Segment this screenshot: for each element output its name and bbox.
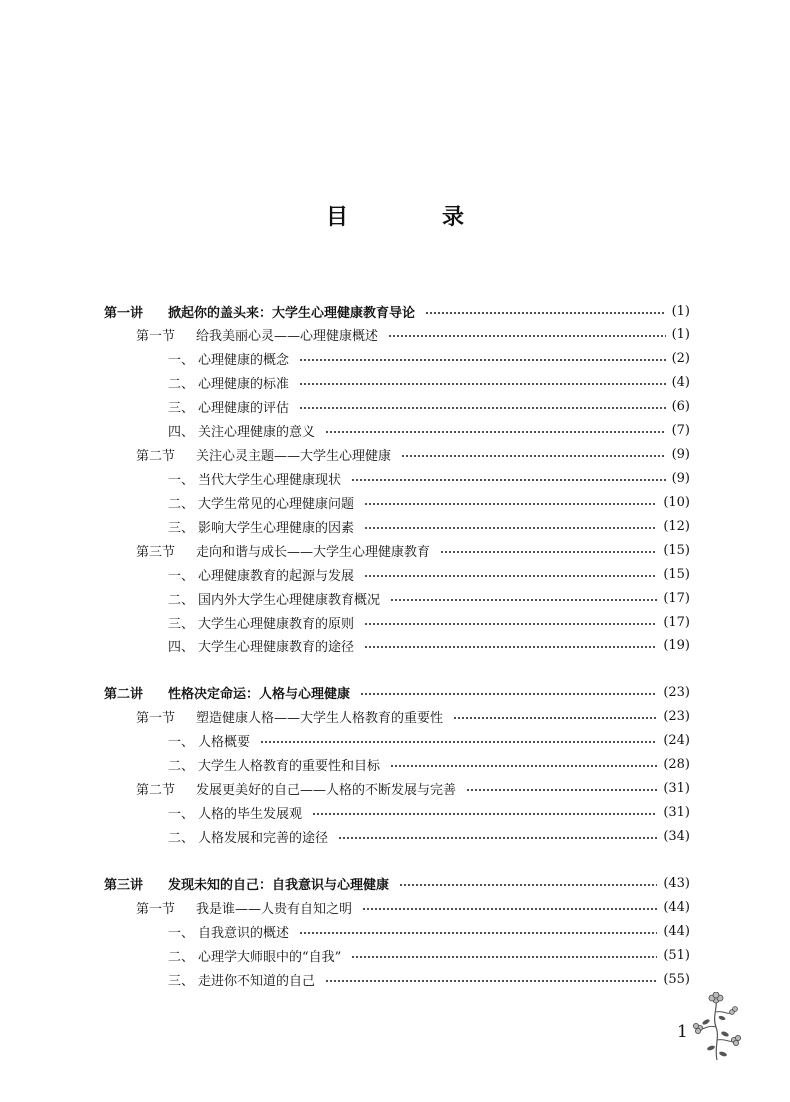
page-number: 1 — [677, 1022, 688, 1042]
item-page-ref: (17) — [663, 614, 690, 630]
leader-dots — [260, 741, 657, 743]
item-page-ref: (15) — [663, 566, 690, 582]
item-page-ref: (24) — [663, 732, 690, 748]
section-page-ref: (23) — [663, 708, 690, 724]
item-page-ref: (7) — [671, 422, 690, 438]
flower-vine-icon — [692, 992, 742, 1062]
leader-dots — [312, 813, 657, 815]
leader-dots — [325, 980, 657, 982]
toc-item-entry — [168, 825, 690, 847]
toc-item-entry — [168, 611, 690, 633]
leader-dots — [440, 551, 657, 553]
leader-dots — [399, 884, 657, 886]
section-page-ref: (9) — [671, 446, 690, 462]
item-number: 一、 — [168, 925, 195, 941]
leader-dots — [388, 335, 666, 337]
toc-item-entry — [168, 563, 690, 585]
item-number: 一、 — [168, 352, 195, 368]
toc-item-entry — [168, 347, 690, 369]
toc-item-entry — [168, 920, 690, 942]
section-title: 我是谁——人贵有自知之明 — [196, 901, 353, 917]
toc-section-entry — [136, 777, 690, 799]
section-number: 第一节 — [136, 710, 176, 726]
toc-item-entry — [168, 944, 690, 966]
leader-dots — [364, 646, 657, 648]
item-title: 人格发展和完善的途径 — [198, 830, 329, 846]
section-title: 给我美丽心灵——心理健康概述 — [196, 328, 379, 344]
toc-item-entry — [168, 587, 690, 609]
item-page-ref: (4) — [671, 374, 690, 390]
item-title: 大学生心理健康教育的途径 — [198, 639, 355, 655]
leader-dots — [364, 527, 657, 529]
item-title: 当代大学生心理健康现状 — [198, 472, 342, 488]
lecture-title: 发现未知的自己：自我意识与心理健康 — [168, 877, 390, 893]
item-number: 二、 — [168, 592, 195, 608]
item-page-ref: (31) — [663, 804, 690, 820]
item-title: 心理学大师眼中的“自我” — [198, 949, 342, 965]
leader-dots — [390, 765, 657, 767]
leader-dots — [364, 623, 657, 625]
item-number: 二、 — [168, 949, 195, 965]
section-title: 发展更美好的自己——人格的不断发展与完善 — [196, 782, 457, 798]
lecture-page-ref: (1) — [671, 303, 690, 319]
toc-item-entry — [168, 729, 690, 751]
item-number: 四、 — [168, 424, 195, 440]
leader-dots — [453, 717, 657, 719]
toc-item-entry — [168, 634, 690, 656]
toc-item-entry — [168, 371, 690, 393]
leader-dots — [351, 479, 666, 481]
toc-section-entry — [136, 443, 690, 465]
section-title: 塑造健康人格——大学生人格教育的重要性 — [196, 710, 444, 726]
item-page-ref: (19) — [663, 637, 690, 653]
item-number: 一、 — [168, 806, 195, 822]
section-page-ref: (1) — [671, 326, 690, 342]
item-page-ref: (34) — [663, 828, 690, 844]
item-title: 心理健康教育的起源与发展 — [198, 568, 355, 584]
lecture-title: 掀起你的盖头来：大学生心理健康教育导论 — [168, 305, 416, 321]
leader-dots — [364, 575, 657, 577]
leader-dots — [390, 599, 657, 601]
item-page-ref: (51) — [663, 947, 690, 963]
toc-item-entry — [168, 515, 690, 537]
item-title: 心理健康的概念 — [198, 352, 290, 368]
section-page-ref: (44) — [663, 899, 690, 915]
leader-dots — [401, 455, 666, 457]
lecture-page-ref: (43) — [663, 875, 690, 891]
item-number: 三、 — [168, 973, 195, 989]
section-title: 走向和谐与成长——大学生心理健康教育 — [196, 544, 431, 560]
item-page-ref: (28) — [663, 756, 690, 772]
item-number: 二、 — [168, 758, 195, 774]
toc-item-entry — [168, 968, 690, 990]
toc-item-entry — [168, 467, 690, 489]
leader-dots — [466, 789, 657, 791]
leader-dots — [364, 503, 657, 505]
item-number: 一、 — [168, 734, 195, 750]
item-title: 国内外大学生心理健康教育概况 — [198, 592, 381, 608]
leader-dots — [351, 956, 657, 958]
lecture-number: 第三讲 — [104, 877, 144, 893]
item-number: 一、 — [168, 472, 195, 488]
item-page-ref: (10) — [663, 494, 690, 510]
item-title: 大学生心理健康教育的原则 — [198, 616, 355, 632]
section-number: 第一节 — [136, 901, 176, 917]
section-page-ref: (31) — [663, 780, 690, 796]
section-number: 第三节 — [136, 544, 176, 560]
item-number: 一、 — [168, 568, 195, 584]
toc-section-entry — [136, 323, 690, 345]
item-number: 二、 — [168, 496, 195, 512]
toc-section-entry — [136, 896, 690, 918]
toc-lecture-entry — [104, 681, 690, 703]
item-page-ref: (12) — [663, 518, 690, 534]
section-number: 第二节 — [136, 448, 176, 464]
toc-item-entry — [168, 491, 690, 513]
item-title: 心理健康的评估 — [198, 400, 290, 416]
leader-dots — [299, 932, 657, 934]
item-title: 关注心理健康的意义 — [198, 424, 316, 440]
toc-item-entry — [168, 753, 690, 775]
section-number: 第二节 — [136, 782, 176, 798]
item-page-ref: (2) — [671, 350, 690, 366]
toc-lecture-entry — [104, 872, 690, 894]
toc-item-entry — [168, 801, 690, 823]
page-title: 目 录 — [325, 205, 500, 230]
lecture-page-ref: (23) — [663, 684, 690, 700]
section-page-ref: (15) — [663, 542, 690, 558]
toc-lecture-entry — [104, 300, 690, 322]
item-title: 心理健康的标准 — [198, 376, 290, 392]
lecture-number: 第二讲 — [104, 686, 144, 702]
leader-dots — [425, 312, 666, 314]
toc-item-entry — [168, 395, 690, 417]
item-page-ref: (17) — [663, 590, 690, 606]
leader-dots — [360, 693, 657, 695]
leader-dots — [362, 908, 657, 910]
leader-dots — [299, 383, 666, 385]
leader-dots — [338, 837, 657, 839]
item-page-ref: (44) — [663, 923, 690, 939]
leader-dots — [299, 359, 666, 361]
item-title: 大学生人格教育的重要性和目标 — [198, 758, 381, 774]
lecture-title: 性格决定命运：人格与心理健康 — [168, 686, 351, 702]
item-title: 走进你不知道的自己 — [198, 973, 316, 989]
section-number: 第一节 — [136, 328, 176, 344]
toc-item-entry — [168, 419, 690, 441]
item-title: 影响大学生心理健康的因素 — [198, 520, 355, 536]
item-title: 人格的毕生发展观 — [198, 806, 303, 822]
item-title: 自我意识的概述 — [198, 925, 290, 941]
lecture-number: 第一讲 — [104, 305, 144, 321]
item-page-ref: (9) — [671, 470, 690, 486]
leader-dots — [299, 407, 666, 409]
item-number: 三、 — [168, 616, 195, 632]
toc-section-entry — [136, 705, 690, 727]
item-title: 大学生常见的心理健康问题 — [198, 496, 355, 512]
toc-section-entry — [136, 539, 690, 561]
item-number: 三、 — [168, 400, 195, 416]
item-number: 二、 — [168, 830, 195, 846]
item-page-ref: (55) — [663, 971, 690, 987]
item-title: 人格概要 — [198, 734, 251, 750]
item-number: 四、 — [168, 639, 195, 655]
leader-dots — [325, 431, 666, 433]
item-number: 三、 — [168, 520, 195, 536]
item-number: 二、 — [168, 376, 195, 392]
section-title: 关注心灵主题——大学生心理健康 — [196, 448, 392, 464]
item-page-ref: (6) — [671, 398, 690, 414]
